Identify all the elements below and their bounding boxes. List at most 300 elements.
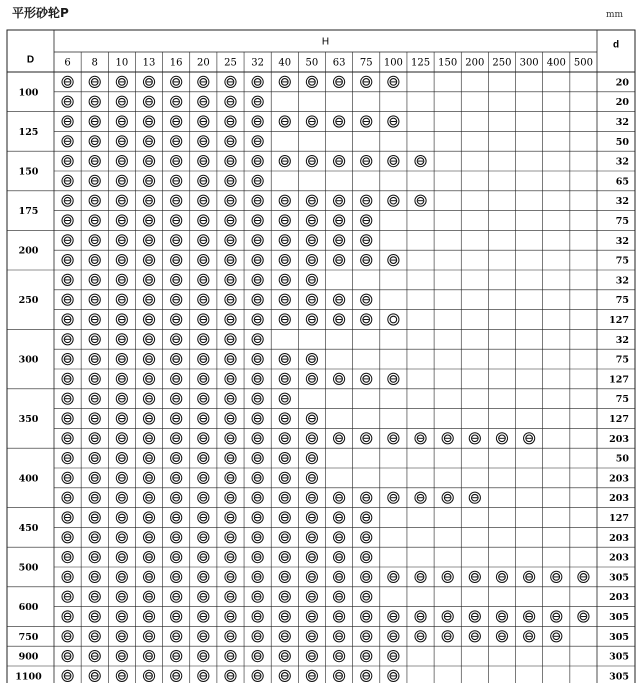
wheel-available-icon <box>361 670 372 681</box>
wheel-available-icon <box>116 156 127 167</box>
d-outer-500: 500 <box>18 562 39 574</box>
d-outer-1100: 1100 <box>15 671 42 683</box>
wheel-available-icon <box>116 472 127 483</box>
wheel-available-icon <box>306 116 317 127</box>
wheel-available-icon <box>252 651 263 662</box>
wheel-available-icon <box>62 433 73 444</box>
wheel-available-icon <box>252 472 263 483</box>
wheel-available-icon <box>89 334 100 345</box>
wheel-available-icon <box>62 512 73 523</box>
wheel-available-icon <box>62 631 73 642</box>
wheel-available-icon <box>442 631 453 642</box>
wheel-available-icon <box>225 314 236 325</box>
wheel-available-icon <box>252 294 263 305</box>
wheel-available-icon <box>306 472 317 483</box>
wheel-available-icon <box>116 274 127 285</box>
wheel-available-icon <box>333 552 344 563</box>
wheel-available-icon <box>524 631 535 642</box>
d-bore-value: 75 <box>615 394 629 406</box>
wheel-available-icon <box>143 195 154 206</box>
wheel-available-icon <box>388 433 399 444</box>
d-bore-value: 203 <box>609 552 629 564</box>
h-value-13: 13 <box>142 57 156 69</box>
wheel-available-icon <box>225 532 236 543</box>
wheel-available-icon <box>252 670 263 681</box>
wheel-available-icon <box>225 235 236 246</box>
wheel-available-icon <box>361 631 372 642</box>
wheel-available-icon <box>361 235 372 246</box>
d-outer-125: 125 <box>18 126 39 138</box>
wheel-available-icon <box>171 215 182 226</box>
wheel-available-icon <box>225 294 236 305</box>
h-value-100: 100 <box>383 57 403 69</box>
d-outer-250: 250 <box>18 295 39 307</box>
d-bore-value: 75 <box>615 295 629 307</box>
wheel-available-icon <box>116 492 127 503</box>
wheel-available-icon <box>143 96 154 107</box>
wheel-available-icon <box>361 433 372 444</box>
wheel-available-icon <box>388 255 399 266</box>
wheel-available-icon <box>198 116 209 127</box>
wheel-available-icon <box>198 512 209 523</box>
wheel-available-icon <box>333 235 344 246</box>
wheel-available-icon <box>306 76 317 87</box>
wheel-available-icon <box>252 116 263 127</box>
wheel-available-icon <box>116 631 127 642</box>
wheel-available-icon <box>415 433 426 444</box>
wheel-available-icon <box>279 552 290 563</box>
wheel-available-icon <box>62 591 73 602</box>
wheel-available-icon <box>171 116 182 127</box>
wheel-available-icon <box>89 571 100 582</box>
table-border <box>7 30 635 683</box>
h-value-300: 300 <box>519 57 539 69</box>
wheel-available-icon <box>225 255 236 266</box>
wheel-available-icon <box>306 215 317 226</box>
wheel-available-icon <box>388 631 399 642</box>
wheel-available-icon <box>89 472 100 483</box>
wheel-available-icon <box>143 334 154 345</box>
wheel-available-icon <box>225 175 236 186</box>
wheel-available-icon <box>89 274 100 285</box>
wheel-available-icon <box>551 631 562 642</box>
wheel-available-icon <box>333 215 344 226</box>
wheel-available-icon <box>252 532 263 543</box>
wheel-available-icon <box>361 156 372 167</box>
d-bore-value: 203 <box>609 493 629 505</box>
wheel-available-icon <box>306 156 317 167</box>
wheel-available-icon <box>361 591 372 602</box>
wheel-available-icon <box>62 670 73 681</box>
wheel-available-icon <box>171 76 182 87</box>
d-bore-value: 305 <box>609 631 629 643</box>
wheel-available-icon <box>62 453 73 464</box>
header-d: d <box>612 39 620 51</box>
d-bore-value: 127 <box>609 374 629 386</box>
wheel-available-icon <box>62 611 73 622</box>
wheel-available-icon <box>225 373 236 384</box>
wheel-available-icon <box>62 373 73 384</box>
wheel-available-icon <box>143 631 154 642</box>
wheel-available-icon <box>198 413 209 424</box>
wheel-available-icon <box>171 472 182 483</box>
wheel-available-icon <box>225 215 236 226</box>
wheel-available-icon <box>198 175 209 186</box>
wheel-available-icon <box>578 611 589 622</box>
wheel-available-icon <box>62 274 73 285</box>
wheel-available-icon <box>116 195 127 206</box>
wheel-available-icon <box>62 255 73 266</box>
wheel-available-icon <box>198 571 209 582</box>
wheel-available-icon <box>415 611 426 622</box>
wheel-available-icon <box>333 670 344 681</box>
wheel-available-icon <box>225 472 236 483</box>
wheel-available-icon <box>252 255 263 266</box>
wheel-available-icon <box>62 96 73 107</box>
wheel-available-icon <box>116 175 127 186</box>
wheel-available-icon <box>89 314 100 325</box>
wheel-available-icon <box>198 591 209 602</box>
wheel-available-icon <box>388 611 399 622</box>
d-bore-value: 305 <box>609 572 629 584</box>
d-outer-100: 100 <box>18 87 39 99</box>
wheel-available-icon <box>252 195 263 206</box>
wheel-available-icon <box>62 215 73 226</box>
wheel-available-icon <box>62 294 73 305</box>
wheel-available-icon <box>225 96 236 107</box>
d-outer-450: 450 <box>18 522 39 534</box>
wheel-available-icon <box>171 670 182 681</box>
wheel-available-icon <box>198 631 209 642</box>
wheel-available-icon <box>306 651 317 662</box>
wheel-available-icon <box>198 136 209 147</box>
wheel-available-icon <box>198 651 209 662</box>
wheel-available-icon <box>578 571 589 582</box>
wheel-available-icon <box>143 492 154 503</box>
wheel-available-icon <box>171 552 182 563</box>
wheel-available-icon <box>89 136 100 147</box>
wheel-available-icon <box>89 116 100 127</box>
wheel-available-icon <box>279 393 290 404</box>
d-outer-900: 900 <box>18 651 39 663</box>
wheel-available-icon <box>252 175 263 186</box>
wheel-available-icon <box>252 334 263 345</box>
wheel-available-icon <box>62 651 73 662</box>
wheel-available-icon <box>333 373 344 384</box>
wheel-available-icon <box>116 136 127 147</box>
h-value-75: 75 <box>359 57 373 69</box>
wheel-available-icon <box>333 571 344 582</box>
wheel-available-icon <box>116 116 127 127</box>
wheel-available-icon <box>198 215 209 226</box>
wheel-available-icon <box>333 76 344 87</box>
wheel-available-icon <box>496 611 507 622</box>
d-bore-value: 32 <box>615 334 629 346</box>
wheel-available-icon <box>171 611 182 622</box>
wheel-available-icon <box>62 532 73 543</box>
wheel-available-icon <box>415 195 426 206</box>
wheel-available-icon <box>333 591 344 602</box>
wheel-available-icon <box>225 116 236 127</box>
wheel-available-icon <box>116 255 127 266</box>
wheel-available-icon <box>198 393 209 404</box>
wheel-available-icon <box>89 255 100 266</box>
wheel-available-icon <box>333 195 344 206</box>
wheel-available-icon <box>279 255 290 266</box>
h-value-50: 50 <box>305 57 319 69</box>
wheel-available-icon <box>524 433 535 444</box>
wheel-available-icon <box>279 571 290 582</box>
wheel-available-icon <box>306 453 317 464</box>
wheel-available-icon <box>143 235 154 246</box>
wheel-available-icon <box>171 314 182 325</box>
wheel-available-icon <box>252 552 263 563</box>
wheel-available-icon <box>225 591 236 602</box>
wheel-available-icon <box>361 611 372 622</box>
wheel-available-icon <box>116 591 127 602</box>
d-bore-value: 20 <box>615 97 629 109</box>
wheel-available-icon <box>198 354 209 365</box>
wheel-available-icon <box>252 136 263 147</box>
d-bore-value: 203 <box>609 473 629 485</box>
wheel-available-icon <box>143 274 154 285</box>
wheel-available-icon <box>225 274 236 285</box>
d-bore-value: 32 <box>615 235 629 247</box>
wheel-available-icon <box>333 116 344 127</box>
wheel-available-icon <box>361 255 372 266</box>
wheel-available-icon <box>279 492 290 503</box>
wheel-available-icon <box>143 571 154 582</box>
wheel-available-icon <box>171 453 182 464</box>
wheel-available-icon <box>306 235 317 246</box>
wheel-available-icon <box>89 175 100 186</box>
wheel-available-icon <box>116 512 127 523</box>
wheel-available-icon <box>89 294 100 305</box>
wheel-available-icon <box>143 453 154 464</box>
wheel-available-icon <box>225 195 236 206</box>
wheel-available-icon <box>89 156 100 167</box>
d-bore-value: 32 <box>615 196 629 208</box>
d-bore-value: 50 <box>615 136 629 148</box>
wheel-available-icon <box>306 373 317 384</box>
wheel-available-icon <box>116 571 127 582</box>
wheel-available-icon <box>225 492 236 503</box>
wheel-available-icon <box>116 354 127 365</box>
wheel-available-icon <box>198 314 209 325</box>
wheel-available-icon <box>89 631 100 642</box>
wheel-available-icon <box>116 215 127 226</box>
wheel-available-icon <box>225 136 236 147</box>
wheel-available-icon <box>333 255 344 266</box>
wheel-available-icon <box>198 96 209 107</box>
wheel-available-icon <box>388 76 399 87</box>
h-value-500: 500 <box>573 57 593 69</box>
wheel-available-icon <box>116 611 127 622</box>
wheel-available-icon <box>252 512 263 523</box>
wheel-available-icon <box>89 453 100 464</box>
wheel-available-icon <box>388 195 399 206</box>
d-bore-value: 75 <box>615 216 629 227</box>
wheel-available-icon <box>333 532 344 543</box>
wheel-available-icon <box>333 156 344 167</box>
wheel-available-icon <box>306 631 317 642</box>
wheel-available-icon <box>89 413 100 424</box>
wheel-available-icon <box>306 532 317 543</box>
wheel-available-icon <box>171 631 182 642</box>
wheel-available-icon <box>225 76 236 87</box>
wheel-available-icon <box>143 591 154 602</box>
wheel-available-icon <box>442 433 453 444</box>
wheel-available-icon <box>198 156 209 167</box>
wheel-available-icon <box>252 393 263 404</box>
wheel-available-icon <box>116 235 127 246</box>
d-bore-value: 65 <box>615 176 629 188</box>
d-bore-value: 20 <box>615 77 629 89</box>
wheel-available-icon <box>143 136 154 147</box>
wheel-available-icon <box>171 96 182 107</box>
wheel-available-icon <box>333 492 344 503</box>
wheel-available-icon <box>252 571 263 582</box>
wheel-available-icon <box>171 571 182 582</box>
wheel-available-icon <box>388 651 399 662</box>
wheel-available-icon <box>116 552 127 563</box>
d-bore-value: 305 <box>609 651 629 663</box>
wheel-available-icon <box>62 235 73 246</box>
wheel-available-icon <box>143 433 154 444</box>
wheel-available-icon <box>143 156 154 167</box>
wheel-available-icon <box>306 294 317 305</box>
wheel-available-icon <box>252 215 263 226</box>
wheel-available-icon <box>198 274 209 285</box>
wheel-available-icon <box>252 373 263 384</box>
wheel-available-icon <box>225 631 236 642</box>
wheel-available-icon <box>415 492 426 503</box>
d-outer-350: 350 <box>18 414 39 425</box>
wheel-available-icon <box>89 552 100 563</box>
wheel-available-icon <box>279 294 290 305</box>
wheel-available-icon <box>198 472 209 483</box>
wheel-available-icon <box>524 611 535 622</box>
wheel-available-icon <box>225 651 236 662</box>
wheel-available-icon <box>361 195 372 206</box>
wheel-available-icon <box>279 373 290 384</box>
wheel-available-icon <box>333 294 344 305</box>
wheel-available-icon <box>252 235 263 246</box>
h-value-10: 10 <box>115 57 129 69</box>
wheel-available-icon <box>279 76 290 87</box>
d-bore-value: 50 <box>615 453 629 465</box>
wheel-available-icon <box>62 76 73 87</box>
wheel-available-icon <box>89 492 100 503</box>
wheel-available-icon <box>116 294 127 305</box>
wheel-available-icon <box>62 492 73 503</box>
d-bore-value: 127 <box>609 414 629 425</box>
wheel-available-icon <box>171 334 182 345</box>
header-H: H <box>321 36 330 48</box>
wheel-available-icon <box>89 373 100 384</box>
wheel-available-icon <box>388 670 399 681</box>
wheel-available-icon <box>171 532 182 543</box>
wheel-available-icon <box>143 175 154 186</box>
wheel-available-icon <box>524 571 535 582</box>
h-value-16: 16 <box>169 57 183 69</box>
wheel-available-icon <box>198 453 209 464</box>
h-value-250: 250 <box>492 57 512 69</box>
wheel-available-icon <box>361 512 372 523</box>
wheel-available-icon <box>279 116 290 127</box>
wheel-available-icon <box>198 670 209 681</box>
wheel-available-icon <box>496 433 507 444</box>
wheel-available-icon <box>333 631 344 642</box>
d-outer-750: 750 <box>18 631 39 643</box>
wheel-available-icon <box>198 433 209 444</box>
wheel-available-icon <box>306 552 317 563</box>
wheel-available-icon <box>143 472 154 483</box>
wheel-available-icon <box>225 512 236 523</box>
wheel-available-icon <box>469 631 480 642</box>
wheel-available-icon <box>171 235 182 246</box>
wheel-available-icon <box>116 670 127 681</box>
wheel-available-icon <box>198 552 209 563</box>
wheel-available-icon <box>252 591 263 602</box>
h-value-8: 8 <box>91 57 98 69</box>
h-value-200: 200 <box>465 57 485 69</box>
wheel-available-icon <box>89 235 100 246</box>
wheel-available-icon <box>143 215 154 226</box>
wheel-available-icon <box>225 354 236 365</box>
wheel-available-icon <box>116 413 127 424</box>
wheel-available-icon <box>62 354 73 365</box>
wheel-available-icon <box>225 611 236 622</box>
wheel-available-icon <box>333 433 344 444</box>
wheel-available-icon <box>333 611 344 622</box>
wheel-available-icon <box>62 334 73 345</box>
h-value-25: 25 <box>224 57 237 69</box>
wheel-available-icon <box>225 334 236 345</box>
wheel-available-icon <box>252 96 263 107</box>
wheel-available-icon <box>279 631 290 642</box>
wheel-available-icon <box>388 492 399 503</box>
wheel-available-icon <box>116 314 127 325</box>
wheel-available-icon <box>225 156 236 167</box>
wheel-available-icon <box>89 512 100 523</box>
wheel-available-icon <box>171 274 182 285</box>
wheel-available-icon <box>361 314 372 325</box>
wheel-available-icon <box>89 591 100 602</box>
page-title: 平形砂轮P <box>12 6 69 20</box>
d-bore-value: 32 <box>615 117 629 128</box>
wheel-available-icon <box>252 611 263 622</box>
wheel-available-icon <box>89 651 100 662</box>
wheel-available-icon <box>361 571 372 582</box>
wheel-available-icon <box>279 354 290 365</box>
wheel-available-icon <box>143 651 154 662</box>
wheel-available-icon <box>252 631 263 642</box>
wheel-available-icon <box>62 175 73 186</box>
d-bore-value: 32 <box>615 156 629 168</box>
wheel-available-icon <box>143 670 154 681</box>
wheel-available-icon <box>171 512 182 523</box>
wheel-available-icon <box>551 611 562 622</box>
wheel-available-icon <box>89 215 100 226</box>
wheel-available-icon <box>225 453 236 464</box>
wheel-available-icon <box>279 453 290 464</box>
wheel-available-icon <box>225 413 236 424</box>
wheel-available-icon <box>198 76 209 87</box>
wheel-available-icon <box>388 571 399 582</box>
d-outer-400: 400 <box>18 473 39 485</box>
wheel-available-icon <box>171 591 182 602</box>
